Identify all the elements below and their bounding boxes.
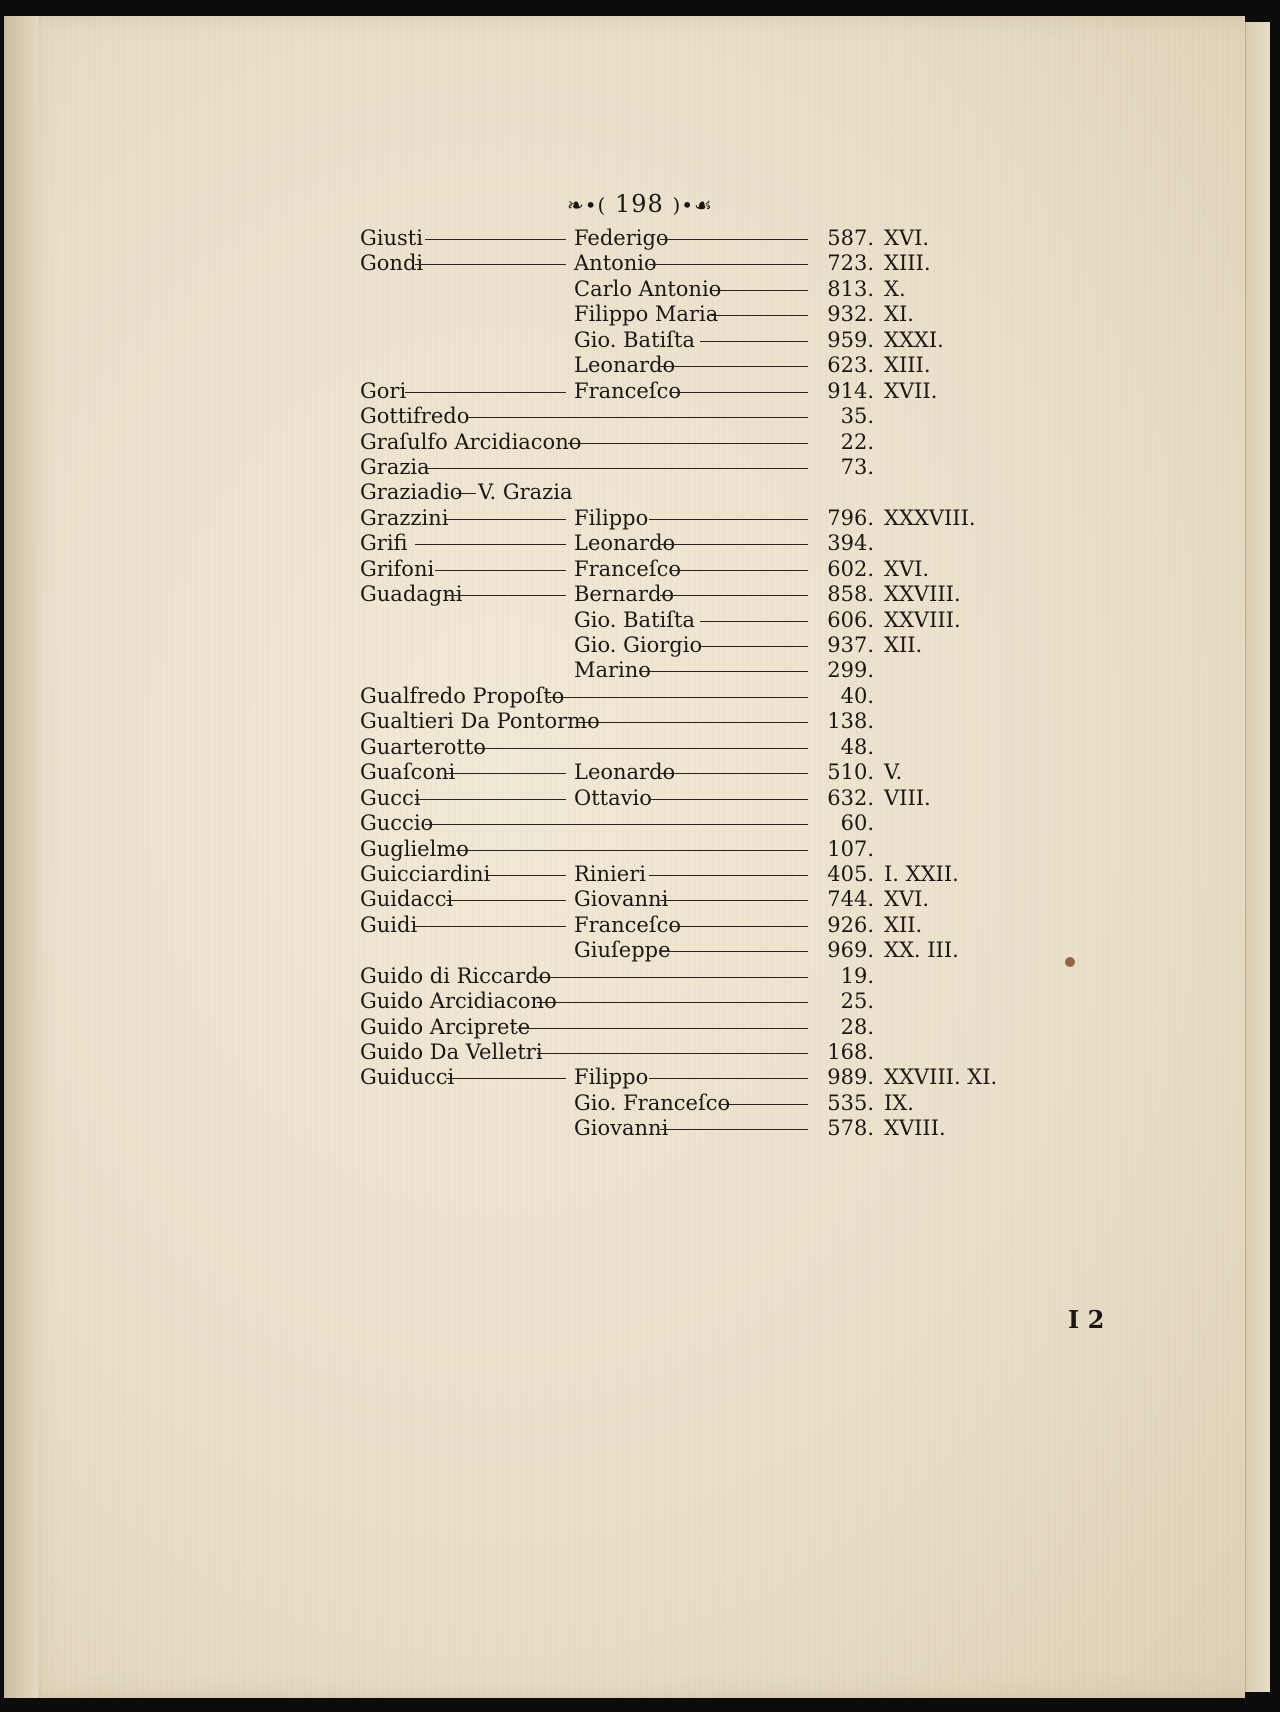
leader-dash: [415, 544, 566, 545]
index-row: [0, 811, 1280, 836]
entry-surname: Guidi: [360, 912, 418, 937]
leader-dash: [517, 1028, 808, 1029]
entry-given-name: Filippo Maria: [574, 302, 719, 327]
leader-dash: [660, 900, 808, 901]
page-reference: 138.: [827, 709, 874, 734]
leader-dash: [537, 977, 808, 978]
page-reference: 510.: [827, 760, 874, 785]
entry-given-name: Leonardo: [574, 760, 676, 785]
leader-dash: [537, 1053, 808, 1054]
entry-surname: Graziadio: [360, 480, 463, 505]
index-row: [0, 277, 1280, 302]
roman-reference: XXVIII. XI.: [884, 1065, 998, 1090]
page-reference: 858.: [827, 582, 874, 607]
entry-surname: Graſulfo Arcidiacono: [360, 429, 582, 454]
entry-given-name: Carlo Antonio: [574, 276, 722, 301]
page-reference: 394.: [827, 531, 874, 556]
leader-dash: [721, 1104, 808, 1105]
roman-reference: XIII.: [884, 251, 931, 276]
page-reference: 796.: [827, 505, 874, 530]
page-reference: 926.: [827, 912, 874, 937]
leader-dash: [649, 799, 808, 800]
entry-surname: Guido Arciprete: [360, 1014, 531, 1039]
index-row: [0, 862, 1280, 887]
leader-dash: [456, 493, 476, 494]
leader-dash: [578, 722, 808, 723]
index-row: [0, 887, 1280, 912]
entry-given-name: Filippo: [574, 1065, 649, 1090]
cross-reference: V. Grazia: [478, 480, 573, 505]
page-reference: 22.: [840, 429, 874, 454]
roman-reference: X.: [884, 276, 906, 301]
roman-reference: XIII.: [884, 353, 931, 378]
roman-reference: XVI.: [884, 226, 930, 250]
leader-dash: [700, 621, 808, 622]
entry-surname: Guidacci: [360, 887, 454, 912]
page-reference: 723.: [827, 251, 874, 276]
entry-surname: Gori: [360, 378, 407, 403]
roman-reference: IX.: [884, 1090, 914, 1115]
leader-dash: [537, 1002, 808, 1003]
leader-dash: [568, 443, 808, 444]
index-row: [0, 1116, 1280, 1141]
entry-surname: Guaſconi: [360, 760, 456, 785]
leader-dash: [660, 773, 808, 774]
roman-reference: XXXI.: [884, 327, 944, 352]
page-reference: 937.: [827, 633, 874, 657]
page-reference: 623.: [827, 353, 874, 378]
entry-surname: Guglielmo: [360, 836, 469, 861]
page-reference: 632.: [827, 785, 874, 810]
entry-surname: Gondi: [360, 251, 424, 276]
entry-surname: Gottifredo: [360, 404, 470, 429]
page-reference: 989.: [827, 1065, 874, 1090]
roman-reference: XXXVIII.: [884, 505, 976, 530]
index-row: [0, 328, 1280, 353]
leader-dash: [405, 392, 566, 393]
index-row: [0, 404, 1280, 429]
entry-given-name: Gio. Batiſta: [574, 327, 695, 352]
entry-given-name: Gio. Franceſco: [574, 1090, 731, 1115]
index-row: [0, 786, 1280, 811]
index-row: [0, 582, 1280, 607]
entry-given-name: Leonardo: [574, 353, 676, 378]
leader-dash: [670, 926, 808, 927]
leader-dash: [660, 239, 808, 240]
leader-dash: [700, 341, 808, 342]
entry-given-name: Bernardo: [574, 582, 675, 607]
roman-reference: XX. III.: [884, 938, 959, 963]
leader-dash: [649, 519, 808, 520]
leader-dash: [660, 595, 808, 596]
entry-surname: Giusti: [360, 226, 423, 250]
entry-surname: Gualfredo Propoſto: [360, 683, 565, 708]
index-row: [0, 938, 1280, 963]
leader-dash: [711, 315, 808, 316]
roman-reference: XI.: [884, 302, 914, 327]
right-ornament-icon: )•☙: [672, 193, 713, 217]
index-row: [0, 608, 1280, 633]
index-row: [0, 633, 1280, 658]
page-number: 198: [615, 190, 664, 218]
page-reference: 969.: [827, 938, 874, 963]
page-reference: 40.: [840, 683, 874, 708]
index-row: [0, 913, 1280, 938]
leader-dash: [660, 366, 808, 367]
leader-dash: [425, 824, 808, 825]
page-reference: 932.: [827, 302, 874, 327]
entry-given-name: Giuſeppe: [574, 938, 671, 963]
index-row: [0, 964, 1280, 989]
entry-surname: Gucci: [360, 785, 421, 810]
leader-dash: [649, 264, 808, 265]
leader-dash: [660, 951, 808, 952]
index-row: [0, 1040, 1280, 1065]
left-ornament-icon: ❧•(: [567, 193, 607, 217]
roman-reference: V.: [884, 760, 903, 785]
leader-dash: [415, 799, 566, 800]
index-row: [0, 379, 1280, 404]
page-reference: 73.: [840, 454, 874, 479]
leader-dash: [446, 1078, 566, 1079]
entry-given-name: Federigo: [574, 226, 669, 250]
entry-given-name: Ottavio: [574, 785, 652, 810]
entry-given-name: Leonardo: [574, 531, 676, 556]
index-row: [0, 455, 1280, 480]
leader-dash: [415, 926, 566, 927]
page-reference: 606.: [827, 607, 874, 632]
entry-given-name: Gio. Giorgio: [574, 633, 703, 657]
index-entries: [0, 226, 1280, 1142]
entry-given-name: Filippo: [574, 505, 649, 530]
entry-surname: Guido Da Velletri: [360, 1040, 543, 1064]
index-row: [0, 506, 1280, 531]
entry-surname: Grifoni: [360, 556, 435, 581]
entry-given-name: Rinieri: [574, 861, 646, 886]
page-reference: 744.: [827, 887, 874, 912]
entry-given-name: Franceſco: [574, 556, 682, 581]
entry-given-name: Giovanni: [574, 887, 669, 912]
leader-dash: [466, 417, 808, 418]
roman-reference: XVIII.: [884, 1116, 946, 1141]
leader-dash: [486, 875, 566, 876]
entry-surname: Guido Arcidiacono: [360, 989, 557, 1014]
roman-reference: XVI.: [884, 887, 930, 912]
entry-surname: Grifi: [360, 531, 408, 556]
page-reference: 405.: [827, 861, 874, 886]
index-row: [0, 353, 1280, 378]
leader-dash: [670, 570, 808, 571]
entry-given-name: Franceſco: [574, 378, 682, 403]
roman-reference: XII.: [884, 633, 923, 657]
entry-given-name: Giovanni: [574, 1116, 669, 1141]
page-reference: 578.: [827, 1116, 874, 1141]
entry-surname: Guiducci: [360, 1065, 455, 1090]
index-row: [0, 226, 1280, 251]
roman-reference: VIII.: [884, 785, 931, 810]
leader-dash: [415, 264, 566, 265]
index-row: [0, 430, 1280, 455]
roman-reference: XXVIII.: [884, 607, 961, 632]
index-row: [0, 1065, 1280, 1090]
leader-dash: [446, 900, 566, 901]
index-row: [0, 760, 1280, 785]
leader-dash: [711, 290, 808, 291]
page-reference: 107.: [827, 836, 874, 861]
entry-given-name: Marino: [574, 658, 651, 683]
entry-surname: Guarterotto: [360, 734, 486, 759]
roman-reference: XXVIII.: [884, 582, 961, 607]
leader-dash: [476, 748, 808, 749]
roman-reference: XVII.: [884, 378, 938, 403]
leader-dash: [446, 595, 566, 596]
page-reference: 25.: [840, 989, 874, 1014]
page-reference: 959.: [827, 327, 874, 352]
index-row: [0, 684, 1280, 709]
leader-dash: [446, 773, 566, 774]
index-row: [0, 251, 1280, 276]
page-reference: 60.: [840, 811, 874, 836]
index-row: [0, 302, 1280, 327]
index-row: [0, 1091, 1280, 1116]
index-row: [0, 735, 1280, 760]
entry-given-name: Gio. Batiſta: [574, 607, 695, 632]
page-reference: 35.: [840, 404, 874, 429]
page-reference: 28.: [840, 1014, 874, 1039]
leader-dash: [639, 671, 808, 672]
page-reference: 168.: [827, 1040, 874, 1064]
entry-surname: Guicciardini: [360, 861, 491, 886]
page-header: [0, 190, 1280, 218]
roman-reference: I. XXII.: [884, 861, 959, 886]
page-reference: 813.: [827, 276, 874, 301]
index-row: [0, 531, 1280, 556]
leader-dash: [425, 468, 808, 469]
index-row: [0, 480, 1280, 505]
leader-dash: [649, 875, 808, 876]
roman-reference: XVI.: [884, 556, 930, 581]
page-reference: 48.: [840, 734, 874, 759]
index-row: [0, 989, 1280, 1014]
catchword: I 2: [1068, 1305, 1105, 1334]
index-row: [0, 557, 1280, 582]
entry-surname: Grazia: [360, 454, 430, 479]
leader-dash: [700, 646, 808, 647]
entry-given-name: Franceſco: [574, 912, 682, 937]
index-row: [0, 837, 1280, 862]
index-row: [0, 709, 1280, 734]
page-reference: 535.: [827, 1090, 874, 1115]
page-reference: 299.: [827, 658, 874, 683]
page-reference: 602.: [827, 556, 874, 581]
leader-dash: [548, 697, 808, 698]
leader-dash: [446, 519, 566, 520]
leader-dash: [425, 239, 566, 240]
page-reference: 587.: [827, 226, 874, 250]
index-row: [0, 658, 1280, 683]
leader-dash: [435, 570, 566, 571]
entry-surname: Gualtieri Da Pontormo: [360, 709, 600, 734]
entry-given-name: Antonio: [574, 251, 657, 276]
leader-dash: [649, 1078, 808, 1079]
index-row: [0, 1015, 1280, 1040]
roman-reference: XII.: [884, 912, 923, 937]
leader-dash: [456, 850, 808, 851]
page-reference: 914.: [827, 378, 874, 403]
page-reference: 19.: [840, 963, 874, 988]
leader-dash: [660, 1129, 808, 1130]
entry-surname: Guadagni: [360, 582, 463, 607]
leader-dash: [670, 392, 808, 393]
leader-dash: [660, 544, 808, 545]
entry-surname: Grazzini: [360, 505, 449, 530]
entry-surname: Guccio: [360, 811, 434, 836]
entry-surname: Guido di Riccardo: [360, 963, 552, 988]
